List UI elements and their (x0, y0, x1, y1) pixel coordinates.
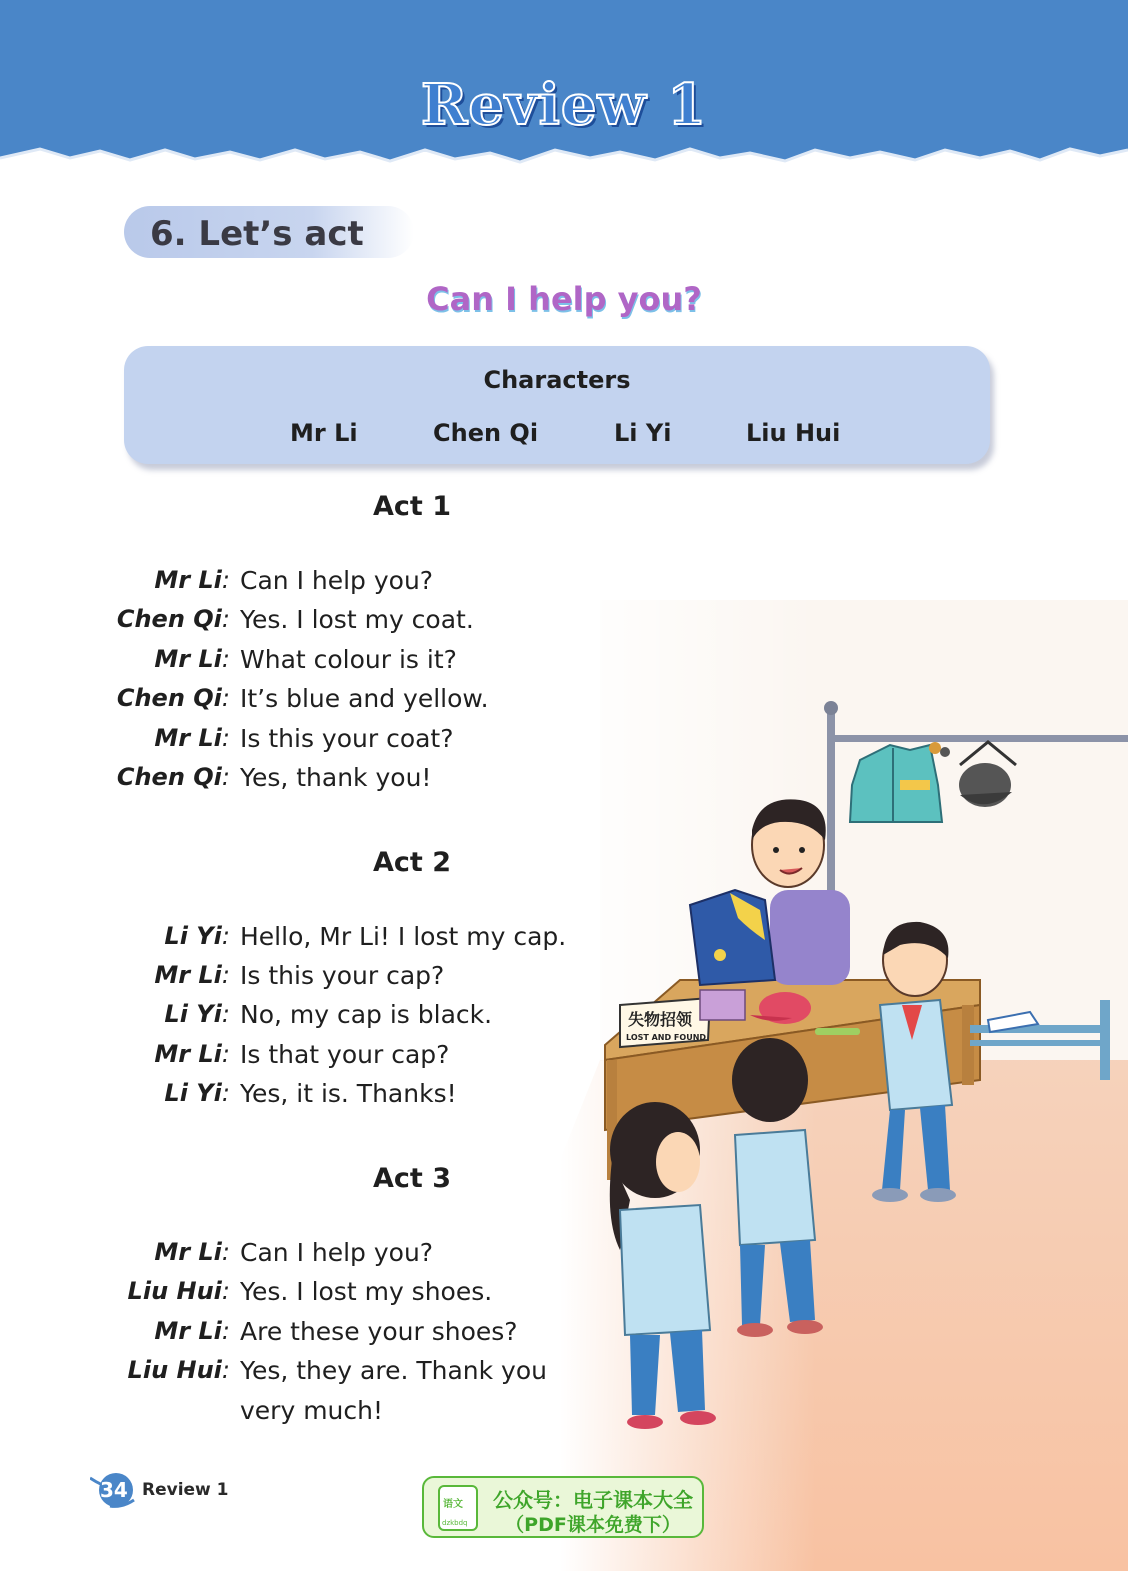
character-name: Mr Li (290, 419, 358, 447)
speaker-label: Li Yi: (164, 1000, 230, 1028)
speaker-label: Mr Li: (154, 566, 230, 594)
speaker-label: Li Yi: (164, 922, 230, 950)
dialogue-line (0, 1356, 600, 1396)
header-banner (0, 0, 1128, 175)
speaker-label: Liu Hui: (127, 1277, 230, 1305)
book-icon (438, 1485, 478, 1531)
dialogue-text: Yes, it is. Thanks! (240, 1079, 457, 1108)
book-icon-label: 语文 (443, 1499, 463, 1510)
dialogue-line (0, 645, 600, 685)
dialogue-text: What colour is it? (240, 645, 457, 674)
speaker-label: Mr Li: (154, 724, 230, 752)
book-icon-sub: dzkbdq (442, 1519, 468, 1527)
dialogue-line (0, 684, 600, 724)
scene-drawing (560, 600, 1128, 1571)
story-title: Can I help you? (426, 280, 702, 318)
wechat-badge (422, 1476, 704, 1538)
dialogue-line (0, 961, 600, 1001)
section-tag (124, 206, 414, 258)
dialogue-text: Can I help you? (240, 1238, 434, 1267)
dialogue-text: Yes, they are. Thank you (240, 1356, 547, 1385)
dialogue-line (0, 1317, 600, 1357)
characters-heading: Characters (483, 366, 631, 394)
dialogue-line (0, 763, 600, 803)
speaker-label: Mr Li: (154, 961, 230, 989)
dialogue-line (0, 1238, 600, 1278)
character-name: Liu Hui (746, 419, 841, 447)
dialogue-text: It’s blue and yellow. (240, 684, 489, 713)
dialogue-text: Is this your coat? (240, 724, 454, 753)
dialogue-line (0, 724, 600, 764)
badge-line-1: 公众号：电子课本大全 (493, 1488, 693, 1512)
dialogue-text: No, my cap is black. (240, 1000, 493, 1029)
dialogue-text: Hello, Mr Li! I lost my cap. (240, 922, 567, 951)
act-2-title: Act 2 (373, 847, 451, 878)
badge-line-2: （PDF课本免费下） (505, 1514, 681, 1536)
page-title: Review 1 (420, 72, 708, 138)
dialogue-line (0, 1277, 600, 1317)
characters-box (124, 346, 990, 464)
character-name: Li Yi (614, 419, 672, 447)
dialogue-text: Is that your cap? (240, 1040, 450, 1069)
dialogue-line (0, 1000, 600, 1040)
lost-and-found-illustration (560, 600, 1128, 1571)
speaker-label: Chen Qi: (116, 605, 230, 633)
dialogue-text: Yes. I lost my shoes. (240, 1277, 493, 1306)
dialogue-text: Yes, thank you! (240, 763, 432, 792)
dialogue-line (0, 1079, 600, 1119)
speaker-label: Li Yi: (164, 1079, 230, 1107)
section-label: 6. Let’s act (150, 214, 364, 254)
character-name: Chen Qi (433, 419, 539, 447)
speaker-label: Mr Li: (154, 1040, 230, 1068)
speaker-label: Chen Qi: (116, 763, 230, 791)
dialogue-line (0, 566, 600, 606)
dialogue-line (0, 922, 600, 962)
dialogue-text: Yes. I lost my coat. (240, 605, 474, 634)
speaker-label: Mr Li: (154, 1238, 230, 1266)
speaker-label: Mr Li: (154, 645, 230, 673)
page-number: 34 (100, 1478, 128, 1502)
dialogue-text: Is this your cap? (240, 961, 445, 990)
dialogue-line (0, 1040, 600, 1080)
act-1-title: Act 1 (373, 491, 451, 522)
dialogue-text: very much! (240, 1396, 384, 1425)
speaker-label: Liu Hui: (127, 1356, 230, 1384)
dialogue-text: Are these your shoes? (240, 1317, 518, 1346)
act-3-title: Act 3 (373, 1163, 451, 1194)
speaker-label: Chen Qi: (116, 684, 230, 712)
sign-english-text: LOST AND FOUND (626, 1033, 707, 1042)
speaker-label: Mr Li: (154, 1317, 230, 1345)
page-label: Review 1 (142, 1480, 229, 1500)
sign-chinese-text: 失物招领 (628, 1010, 693, 1029)
dialogue-line (0, 605, 600, 645)
dialogue-text: Can I help you? (240, 566, 434, 595)
dialogue-line-continued (0, 1396, 600, 1436)
